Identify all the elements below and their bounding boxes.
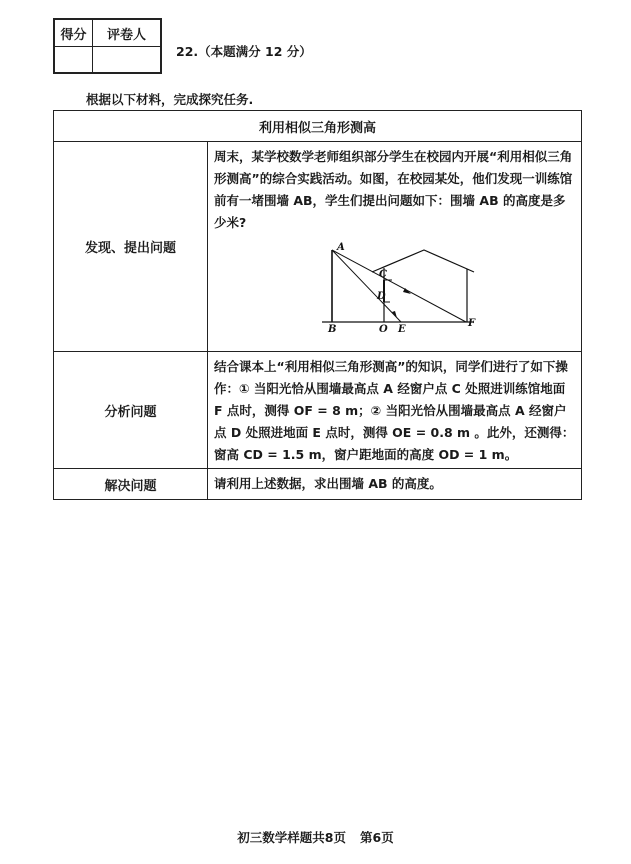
task-row-solve: [54, 469, 581, 499]
task-row-discover: [54, 142, 581, 352]
page-footer: [0, 828, 631, 846]
label-d: D: [377, 291, 386, 302]
score-cell[interactable]: [55, 47, 93, 72]
geometry-figure: [304, 238, 504, 333]
row-text: 周末，某学校数学老师组织部分学生在校园内开展“利用相似三角形测高”的综合实践活动。如图，在校园某处，他们发现一训练馆前有一堵围墙 AB，学生们提出问题如下：围墙 AB 的高度是多少米?: [214, 149, 573, 230]
label-b: B: [328, 324, 337, 333]
row-label: 解决问题: [54, 469, 208, 499]
label-f: F: [468, 318, 476, 329]
label-e: E: [398, 324, 406, 333]
label-a: A: [337, 242, 345, 253]
intro-text: 根据以下材料，完成探究任务.: [86, 92, 254, 107]
grader-label: 评卷人: [93, 20, 160, 47]
footer-page: 第6页: [360, 830, 394, 845]
building-roof: [372, 250, 474, 272]
question-number: 22.: [176, 44, 199, 59]
label-c: C: [379, 269, 387, 280]
question-points: （本题满分 12 分）: [198, 44, 312, 59]
grader-cell[interactable]: [93, 47, 160, 72]
footer-exam: 初三数学样题共8页: [237, 830, 346, 845]
question-header: [176, 42, 312, 60]
task-title: 利用相似三角形测高: [54, 111, 581, 142]
row-content: [208, 142, 581, 351]
row-content: 结合课本上“利用相似三角形测高”的知识，同学们进行了如下操作：① 当阳光恰从围墙最高点 A 经窗户点 C 处照进训练馆地面 F 点时，测得 OF = 8 m；② 当阳光恰从围墙最高点 A 经窗户点 D 处照进地面 E 点时，测得 OE = 0.8 m 。此外，还测得：窗高 CD = 1.5 m，窗户距地面的高度 OD = 1 m。: [214, 359, 575, 462]
task-table: [53, 110, 582, 500]
row-label: 发现、提出问题: [54, 142, 208, 351]
ray-ad-e: [332, 250, 401, 322]
row-content: 请利用上述数据，求出围墙 AB 的高度。: [214, 476, 442, 491]
arrow-de: [392, 311, 397, 318]
label-o: O: [379, 324, 388, 333]
task-row-analyze: [54, 352, 581, 469]
score-box: [53, 18, 162, 74]
row-label: 分析问题: [54, 352, 208, 468]
score-label: 得分: [55, 20, 93, 47]
